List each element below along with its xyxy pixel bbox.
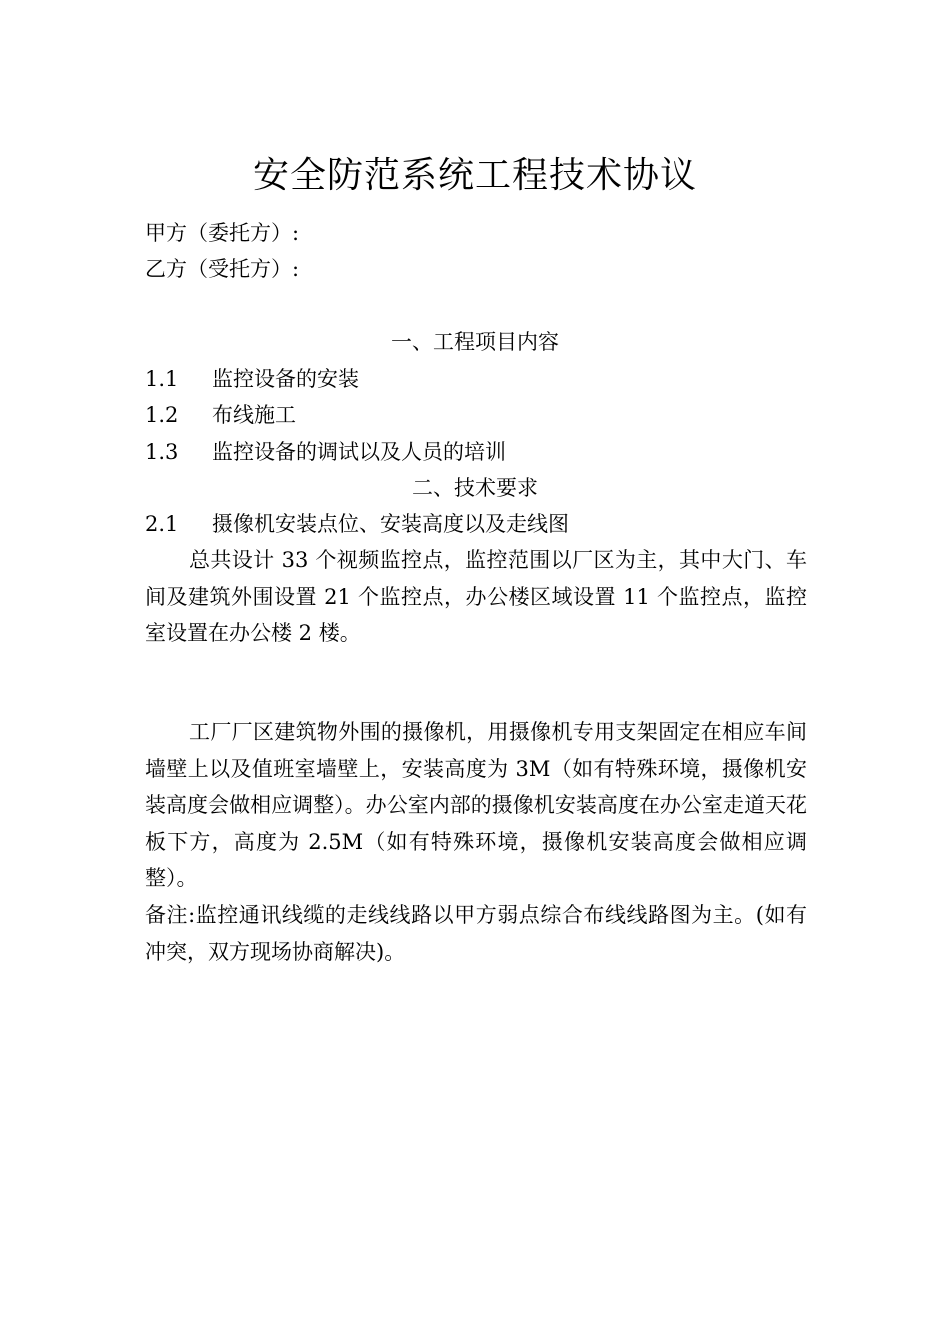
item-text: 布线施工 <box>212 403 296 427</box>
list-item <box>145 398 296 432</box>
party-b-label: 乙方（受托方）: <box>145 257 300 281</box>
item-number: 1.3 <box>145 440 179 464</box>
section-2-heading: 二、技术要求 <box>412 476 538 500</box>
item-number: 1.2 <box>145 403 179 427</box>
paragraph-installation-height: 工厂厂区建筑物外围的摄像机，用摄像机专用支架固定在相应车间墙壁上以及值班室墙壁上，安装高度为 3M（如有特殊环境，摄像机安装高度会做相应调整）。办公室内部的摄像机安装高度在办公室走道天花板下方，高度为 2.5M（如有特殊环境，摄像机安装高度会做相应调整）。 <box>145 720 807 890</box>
list-item <box>145 435 506 469</box>
item-text: 监控设备的调试以及人员的培训 <box>212 440 506 464</box>
item-text: 摄像机安装点位、安装高度以及走线图 <box>212 512 569 536</box>
paragraph-design-overview: 总共设计 33 个视频监控点，监控范围以厂区为主，其中大门、车间及建筑外围设置 21 个监控点，办公楼区域设置 11 个监控点，监控室设置在办公楼 2 楼。 <box>145 548 807 645</box>
item-number: 2.1 <box>145 512 179 536</box>
section-1-heading: 一、工程项目内容 <box>391 330 559 354</box>
list-item <box>145 362 359 396</box>
item-number: 1.1 <box>145 367 179 391</box>
note-paragraph: 备注:监控通讯线缆的走线线路以甲方弱点综合布线线路图为主。(如有冲突，双方现场协商解决)。 <box>145 903 807 964</box>
list-item <box>145 507 569 541</box>
party-a-label: 甲方（委托方）: <box>145 221 300 245</box>
document-title: 安全防范系统工程技术协议 <box>252 155 697 196</box>
item-text: 监控设备的安装 <box>212 367 359 391</box>
